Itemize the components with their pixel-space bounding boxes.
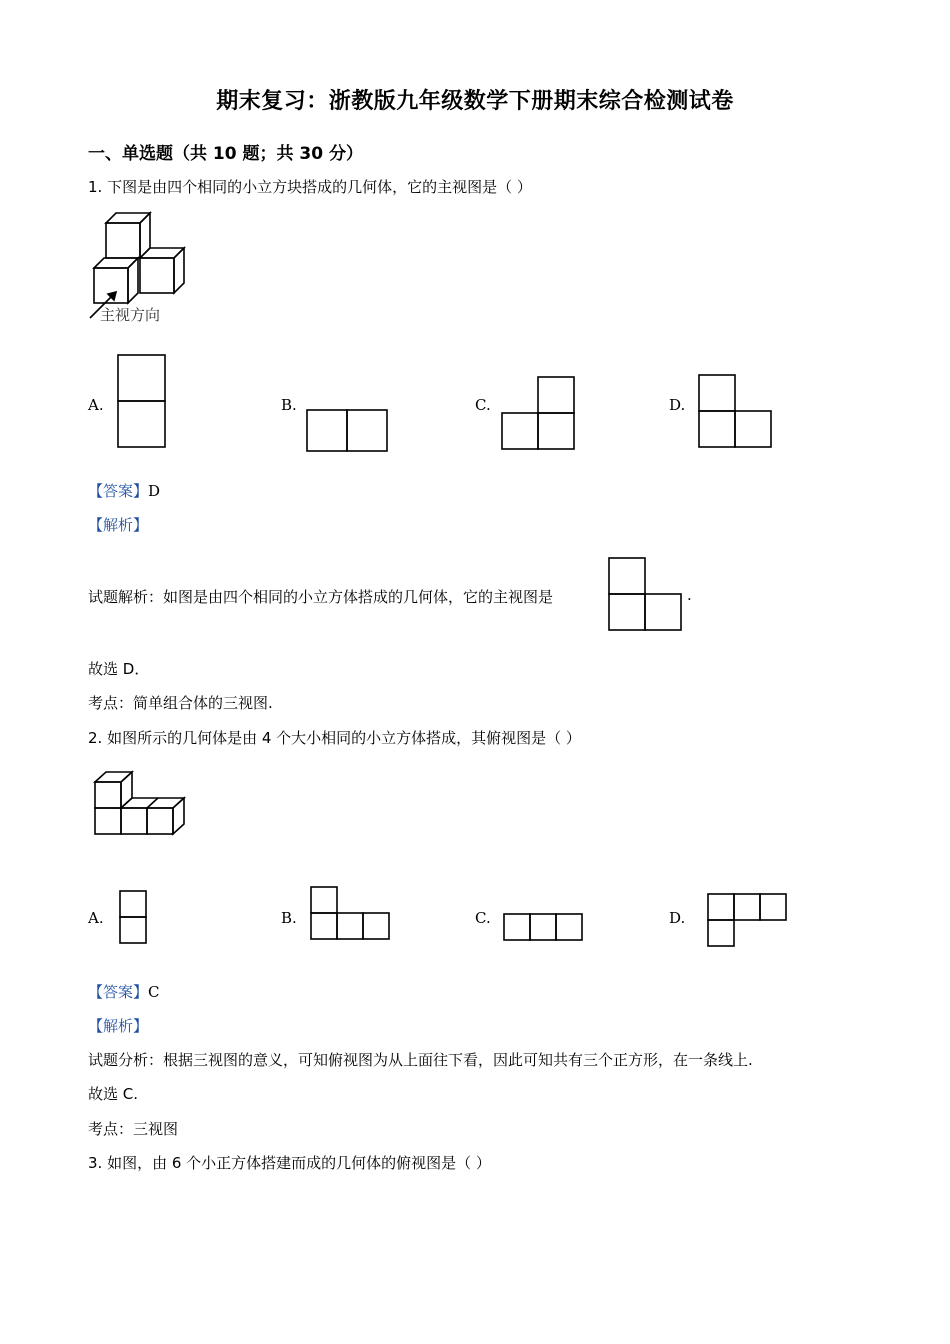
- q2-analysis-text: 试题分析：根据三视图的意义，可知俯视图为从上面往下看，因此可知共有三个正方形，在一条线上.: [88, 1051, 753, 1069]
- q1-answer-value: D: [148, 482, 161, 500]
- q1-choose: 故选 D．: [88, 660, 150, 678]
- q2-choose: 故选 C.: [88, 1085, 139, 1103]
- page-title: 期末复习：浙教版九年级数学下册期末综合检测试卷: [216, 89, 734, 114]
- q2-option-a[interactable]: A.: [88, 909, 104, 927]
- q2-option-d-figure: [707, 893, 791, 949]
- q1-view-direction-label: 主视方向: [100, 306, 161, 324]
- q2-solid-figure: [94, 768, 190, 838]
- q2-option-c-figure: [503, 913, 587, 945]
- q2-analysis-label: 【解析】: [88, 1017, 149, 1035]
- q2-option-b-figure: [310, 886, 394, 944]
- q1-analysis-figure: [608, 557, 684, 633]
- section-heading: 一、单选题（共 10 题；共 30 分）: [88, 144, 363, 164]
- q1-answer-label: 【答案】: [88, 482, 149, 500]
- q1-option-a-figure: [117, 354, 167, 450]
- q2-option-d[interactable]: D.: [669, 909, 686, 927]
- q2-answer-value: C: [148, 983, 160, 1001]
- q3-stem: 3. 如图，由 6 个小正方体搭建而成的几何体的俯视图是（ ）: [88, 1154, 491, 1172]
- q2-option-a-figure: [119, 890, 149, 946]
- q1-stem: 1. 下图是由四个相同的小立方块搭成的几何体，它的主视图是（ ）: [88, 178, 532, 196]
- q2-option-b[interactable]: B.: [281, 909, 297, 927]
- q2-option-c[interactable]: C.: [475, 909, 491, 927]
- q1-analysis-end: .: [687, 586, 692, 604]
- q1-option-a[interactable]: A.: [88, 396, 104, 414]
- q2-point: 考点：三视图: [88, 1120, 179, 1138]
- q2-answer-label: 【答案】: [88, 983, 149, 1001]
- q1-point: 考点：简单组合体的三视图.: [88, 694, 273, 712]
- q1-option-b-figure: [306, 409, 390, 454]
- q1-option-c-figure: [501, 376, 579, 452]
- q2-stem: 2. 如图所示的几何体是由 4 个大小相同的小立方体搭成，其俯视图是（ ）: [88, 729, 581, 747]
- q1-analysis-label: 【解析】: [88, 516, 149, 534]
- q1-analysis-text: 试题解析：如图是由四个相同的小立方体搭成的几何体，它的主视图是: [88, 588, 554, 606]
- q1-option-b[interactable]: B.: [281, 396, 297, 414]
- q1-option-d[interactable]: D.: [669, 396, 686, 414]
- q1-option-c[interactable]: C.: [475, 396, 491, 414]
- q1-option-d-figure: [698, 374, 776, 450]
